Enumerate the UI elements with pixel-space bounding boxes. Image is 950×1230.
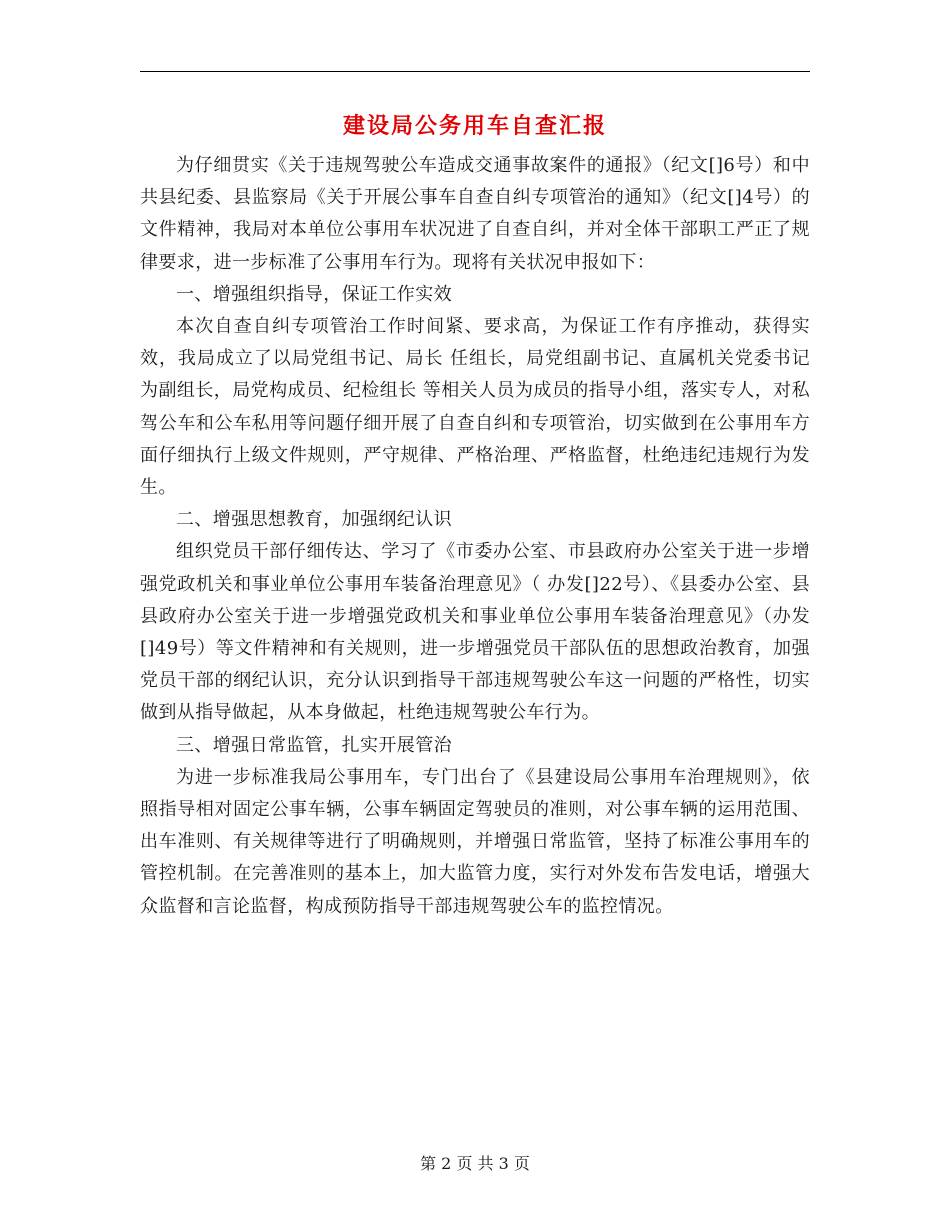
document-title: 建设局公务用车自查汇报 xyxy=(342,113,607,139)
section-3-paragraph: 为进一步标准我局公事用车，专门出台了《县建设局公事用车治理规则》，依照指导相对固定公事车辆，公事车辆固定驾驶员的准则，对公事车辆的运用范围、出车准则、有关规律等进行了明确规则，并增强日常监管，坚持了标准公事用车的管控机制。在完善准则的基本上，加大监管力度，实行对外发布告发电话，增强大众监督和言论监督，构成预防指导干部违规驾驶公车的监控情况。 xyxy=(140,766,810,917)
page-number: 第 2 页 共 3 页 xyxy=(420,1154,530,1173)
section-heading-1: 一、增强组织指导，保证工作实效 xyxy=(176,283,452,305)
section-2-paragraph: 组织党员干部仔细传达、学习了《市委办公室、市县政府办公室关于进一步增强党政机关和事业单位公事用车装备治理意见》（ 办发[]22号）、《县委办公室、县县政府办公室关于进一步增强党政机关和事业单位公事用车装备治理意见》（办发[]49号）等文件精神和有关规则，进一步增强党员干部队伍的思想政治教育，加强党员干部的纲纪认识，充分认识到指导干部违规驾驶公车这一问题的严格性，切实做到从指导做起，从本身做起，杜绝违规驾驶公车行为。 xyxy=(140,541,810,724)
section-heading-3: 三、增强日常监管，扎实开展管治 xyxy=(176,734,452,756)
section-heading-2: 二、增强思想教育，加强纲纪认识 xyxy=(176,509,452,531)
section-1-paragraph: 本次自查自纠专项管治工作时间紧、要求高，为保证工作有序推动，获得实效，我局成立了以局党组书记、局长 任组长，局党组副书记、直属机关党委书记 为副组长，局党构成员、纪检组长 等相关人员为成员的指导小组，落实专人，对私驾公车和公车私用等问题仔细开展了自查自纠和专项管治，切实做到在公事用车方面仔细执行上级文件规则，严守规律、严格治理、严格监督，杜绝违纪违规行为发生。 xyxy=(140,316,810,499)
intro-paragraph: 为仔细贯实《关于违规驾驶公车造成交通事故案件的通报》（纪文[]6号）和中共县纪委、县监察局《关于开展公事车自查自纠专项管治的通知》（纪文[]4号）的文件精神，我局对本单位公事用车状况进了自查自纠，并对全体干部职工严正了规律要求，进一步标准了公事用车行为。现将有关状况申报如下： xyxy=(140,155,810,273)
page-footer xyxy=(0,1153,950,1175)
header-rule xyxy=(140,71,810,72)
document-body xyxy=(140,150,810,923)
